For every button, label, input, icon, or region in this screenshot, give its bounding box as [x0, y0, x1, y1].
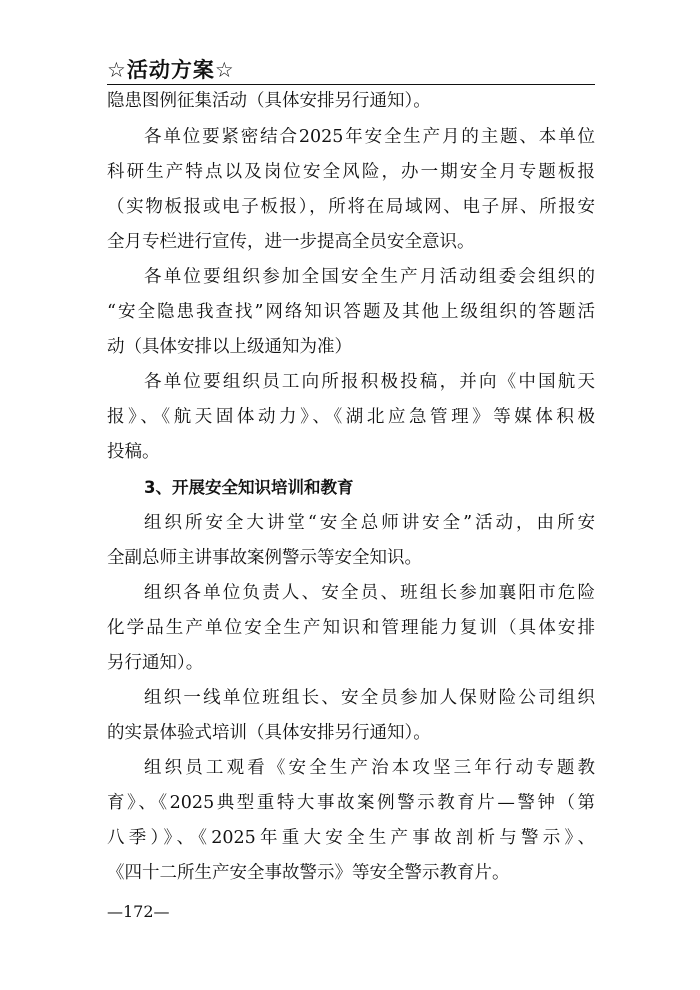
text-line: 组织各单位负责人、安全员、班组长参加襄阳市危险: [144, 583, 595, 603]
text-line: 八季）》、《2025年重大安全生产事故剖析与警示》、: [107, 828, 595, 848]
text-line: 隐患图例征集活动（具体安排另行通知）。: [107, 91, 431, 111]
text-line: 化学品生产单位安全生产知识和管理能力复训（具体安排: [107, 618, 595, 638]
text-line: 报》、《航天固体动力》、《湖北应急管理》等媒体积极: [107, 407, 595, 427]
text-line: 各单位要紧密结合2025年安全生产月的主题、本单位: [144, 127, 595, 147]
text-line: 动（具体安排以上级通知为准）: [107, 337, 352, 357]
page-number: —172—: [107, 902, 170, 921]
text-line: 组织一线单位班组长、安全员参加人保财险公司组织: [144, 688, 595, 708]
text-line: 组织员工观看《安全生产治本攻坚三年行动专题教: [144, 758, 595, 778]
text-line: 育》、《2025典型重特大事故案例警示教育片—警钟（第: [107, 793, 595, 813]
text-line: 的实景体验式培训（具体安排另行通知）。: [107, 723, 431, 743]
text-line: （实物板报或电子板报），所将在局域网、电子屏、所报安: [107, 197, 595, 217]
text-line: 全副总师主讲事故案例警示等安全知识。: [107, 548, 422, 568]
text-line: “安全隐患我查找”网络知识答题及其他上级组织的答题活: [107, 302, 595, 322]
page-header-title: ☆活动方案☆: [107, 58, 235, 82]
text-line: 组织所安全大讲堂“安全总师讲安全”活动，由所安: [144, 513, 595, 533]
text-line: 《四十二所生产安全事故警示》等安全警示教育片。: [107, 863, 510, 883]
text-line: 科研生产特点以及岗位安全风险，办一期安全月专题板报: [107, 162, 595, 182]
text-line: 全月专栏进行宣传，进一步提高全员安全意识。: [107, 232, 475, 252]
text-line: 另行通知）。: [107, 653, 204, 673]
header-divider: [107, 84, 595, 85]
section-heading: 3、开展安全知识培训和教育: [144, 478, 354, 497]
text-line: 各单位要组织员工向所报积极投稿，并向《中国航天: [144, 372, 595, 392]
text-line: 各单位要组织参加全国安全生产月活动组委会组织的: [144, 267, 595, 287]
text-line: 投稿。: [107, 442, 160, 462]
